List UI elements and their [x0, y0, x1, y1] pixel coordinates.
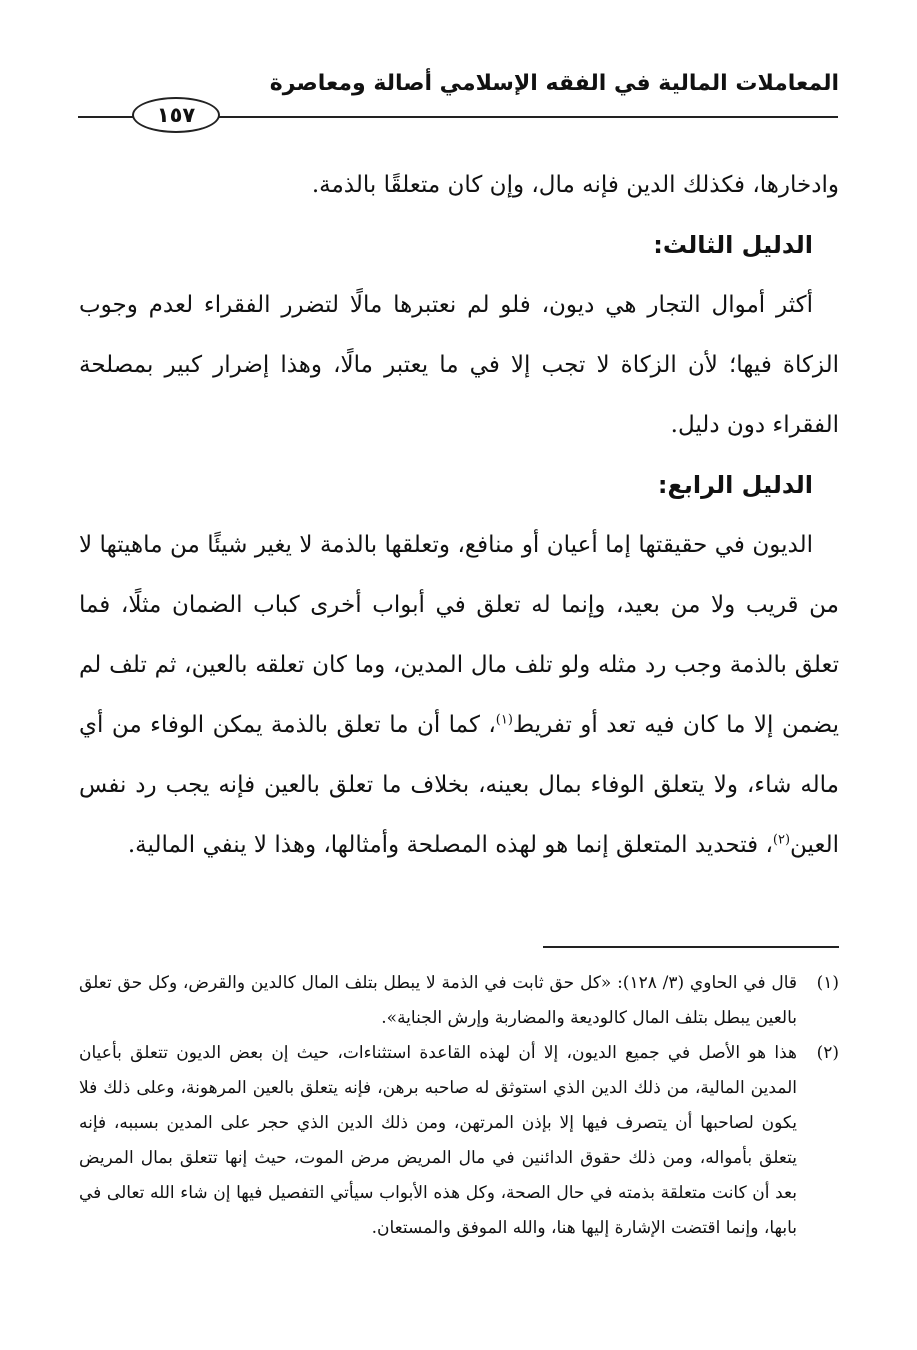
footnote-ref-1[interactable]: (١) — [495, 712, 513, 728]
footnote-ref-2[interactable]: (٢) — [772, 832, 791, 848]
main-text — [79, 155, 839, 875]
footnote-text: هذا هو الأصل في جميع الديون، إلا أن لهذه القاعدة استثناءات، حيث إن بعض الديون تتعلق بأعيان المدين المالية، من ذلك الدين الذي استوثق له صاحبه برهن، فإنه يتعلق بالعين المرهونة، وعلى ذلك فلا يكون لصاحبها أن يتصرف فيها إلا بإذن المرتهن، ومن ذلك الدين الذي حجر على المدين بسببه، فإنه يتعلق بأمواله، ومن ذلك حقوق الدائنين في مال المريض مرض الموت، حيث إنها تتعلق بمال المريض بعد أن كانت متعلقة بذمته في حال الصحة، وكل هذه الأبواب سيأتي التفصيل فيها إن شاء الله تعالى في بابها، وإنما اقتضت الإشارة إليها هنا، والله الموفق والمستعان. — [79, 1043, 797, 1238]
footnote-number: (١) — [816, 973, 839, 993]
footnote-text: قال في الحاوي (٣/ ١٢٨): «كل حق ثابت في الذمة لا يبطل بتلف المال كالدين والقرض، وكل حق تعلق بالعين يبطل بتلف المال كالوديعة والمضاربة وإرش الجناية». — [79, 973, 797, 1028]
footnote-item — [79, 966, 839, 1036]
paragraph-fourth-part-b: ، كما أن ما تعلق بالذمة يمكن الوفاء من أي ماله شاء، ولا يتعلق الوفاء بمال بعينه، بخلاف ما تعلق بالعين فإنه يجب رد نفس العين — [79, 712, 839, 858]
running-header-title: المعاملات المالية في الفقه الإسلامي أصالة ومعاصرة — [269, 71, 839, 96]
paragraph-fourth-part-a: الديون في حقيقتها إما أعيان أو منافع، وتعلقها بالذمة لا يغير شيئًا من ماهيتها لا من قريب ولا من بعيد، وإنما له تعلق في أبواب أخرى كباب الضمان مثلًا، فما تعلق بالذمة وجب رد مثله ولو تلف مال المدين، وما كان تعلقه بالعين، ثم تلف لم يضمن إلا ما كان فيه تعد أو تفريط — [79, 532, 839, 738]
paragraph-continuation: وادخارها، فكذلك الدين فإنه مال، وإن كان متعلقًا بالذمة. — [311, 172, 839, 198]
paragraph-fourth-evidence — [79, 515, 839, 875]
section-heading-third-evidence: الدليل الثالث: — [653, 231, 813, 259]
section-heading-fourth-evidence: الدليل الرابع: — [657, 471, 813, 499]
footnote-separator — [543, 946, 839, 948]
footnote-number: (٢) — [816, 1043, 839, 1063]
page-number-badge: ١٥٧ — [132, 97, 220, 133]
footnotes — [79, 966, 839, 1246]
paragraph-fourth-part-c: ، فتحديد المتعلق إنما هو لهذه المصلحة وأمثالها، وهذا لا ينفي المالية. — [127, 832, 773, 858]
paragraph-third-evidence: أكثر أموال التجار هي ديون، فلو لم نعتبرها مالًا لتضرر الفقراء لعدم وجوب الزكاة فيها؛ لأن الزكاة لا تجب إلا في ما يعتبر مالًا، وهذا إضرار كبير بمصلحة الفقراء دون دليل. — [79, 292, 839, 438]
footnote-item — [79, 1036, 839, 1246]
